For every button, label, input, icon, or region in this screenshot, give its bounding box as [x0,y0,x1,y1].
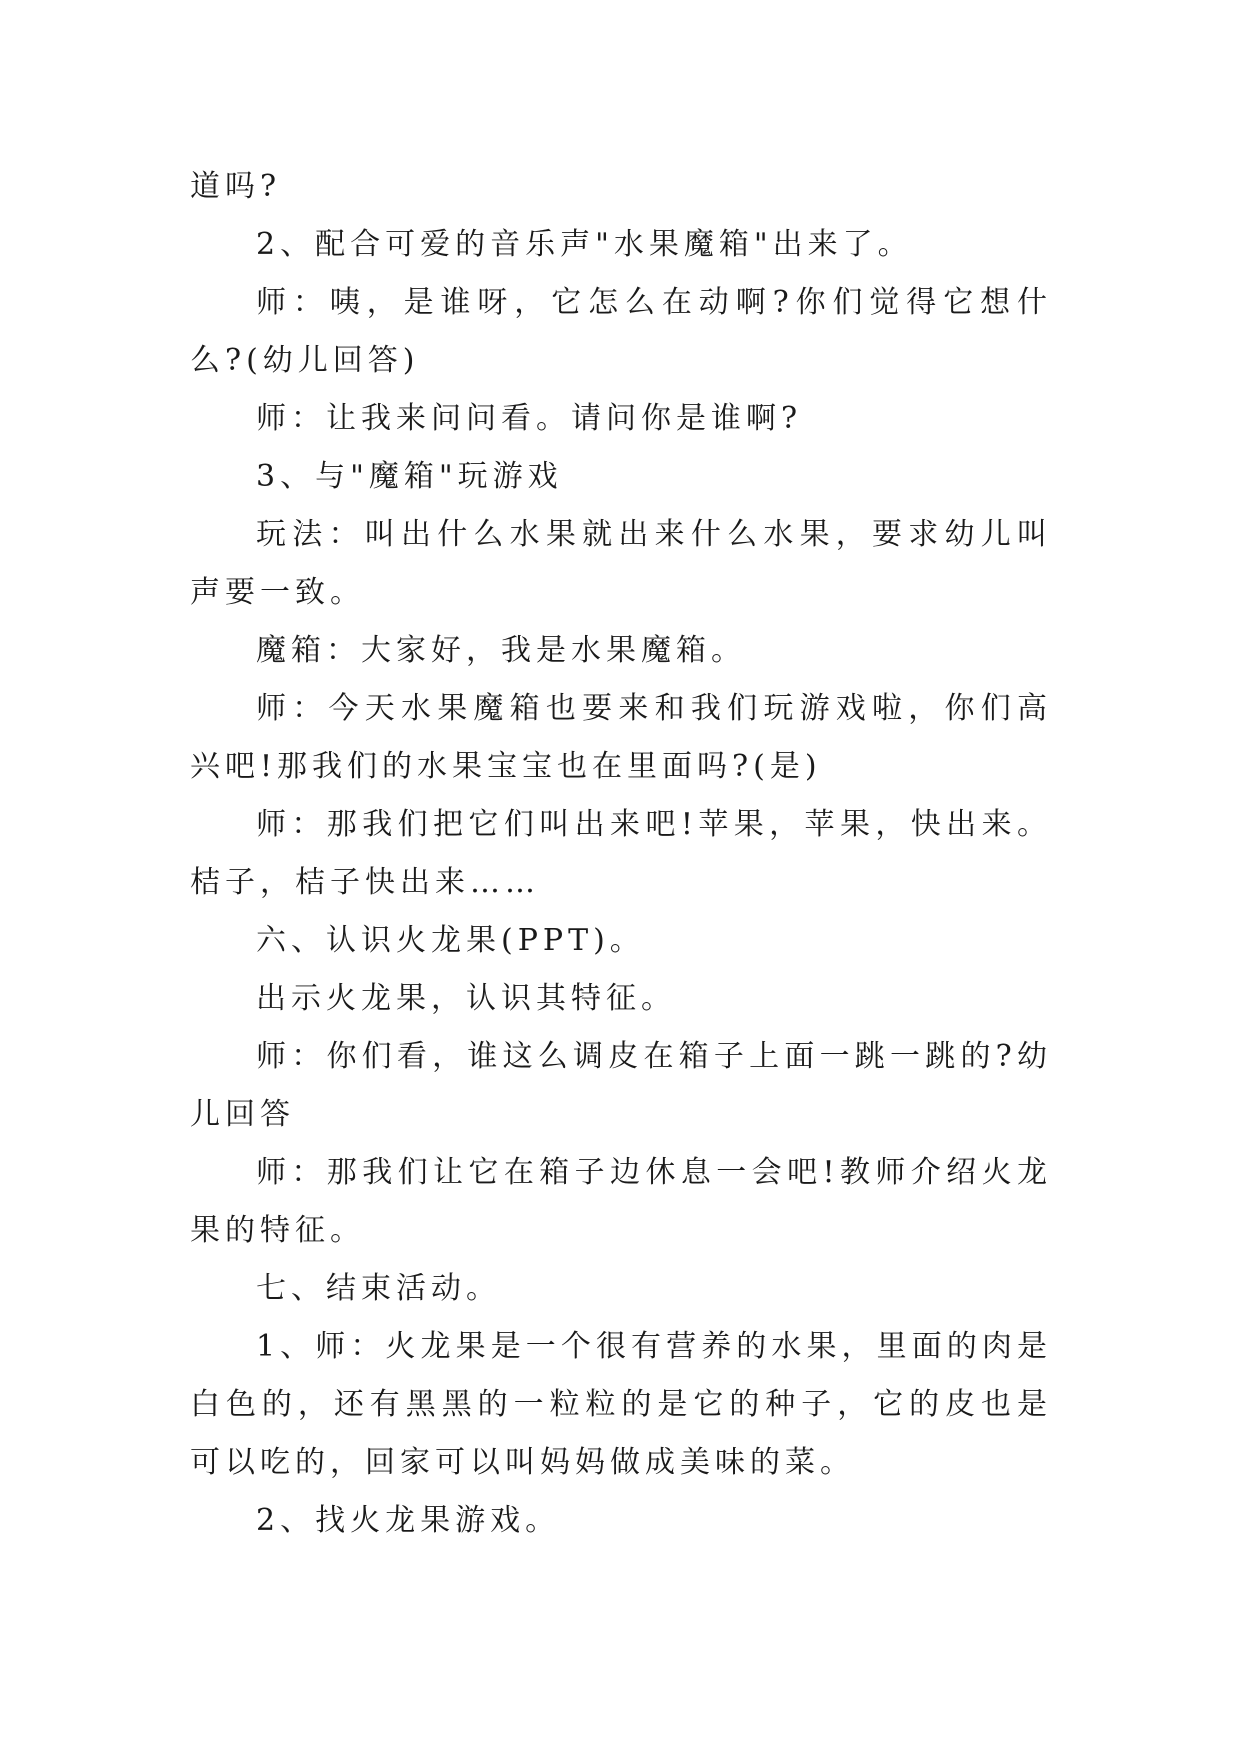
paragraph-step-1-end: 1、师：火龙果是一个很有营养的水果，里面的肉是白色的，还有黑黑的一粒粒的是它的种子，它的皮也是可以吃的，回家可以叫妈妈做成美味的菜。 [190,1329,1052,1480]
paragraph-teacher-ask: 师：让我来问问看。请问你是谁啊? [256,401,803,436]
paragraph-game-rules: 玩法：叫出什么水果就出来什么水果，要求幼儿叫声要一致。 [190,517,1052,610]
document-body [190,158,1052,1550]
paragraph-section-6: 六、认识火龙果(PPT)。 [256,923,645,958]
paragraph-teacher-play: 师：今天水果魔箱也要来和我们玩游戏啦，你们高兴吧!那我们的水果宝宝也在里面吗?(是) [190,691,1052,784]
paragraph-teacher-rest: 师：那我们让它在箱子边休息一会吧!教师介绍火龙果的特征。 [190,1155,1052,1248]
paragraph-step-3: 3、与"魔箱"玩游戏 [256,459,563,494]
paragraph-show-fruit: 出示火龙果，认识其特征。 [256,981,676,1016]
paragraph-teacher-call: 师：那我们把它们叫出来吧!苹果，苹果，快出来。桔子，桔子快出来…… [190,807,1052,900]
paragraph-teacher-question: 师：咦，是谁呀，它怎么在动啊?你们觉得它想什么?(幼儿回答) [190,285,1052,378]
paragraph-continuation: 道吗? [190,169,282,204]
paragraph-teacher-look: 师：你们看，谁这么调皮在箱子上面一跳一跳的?幼儿回答 [190,1039,1052,1132]
paragraph-magic-box: 魔箱：大家好，我是水果魔箱。 [256,633,746,668]
paragraph-section-7: 七、结束活动。 [256,1271,501,1306]
paragraph-step-2: 2、配合可爱的音乐声"水果魔箱"出来了。 [256,227,913,262]
paragraph-step-2-end: 2、找火龙果游戏。 [256,1503,561,1538]
